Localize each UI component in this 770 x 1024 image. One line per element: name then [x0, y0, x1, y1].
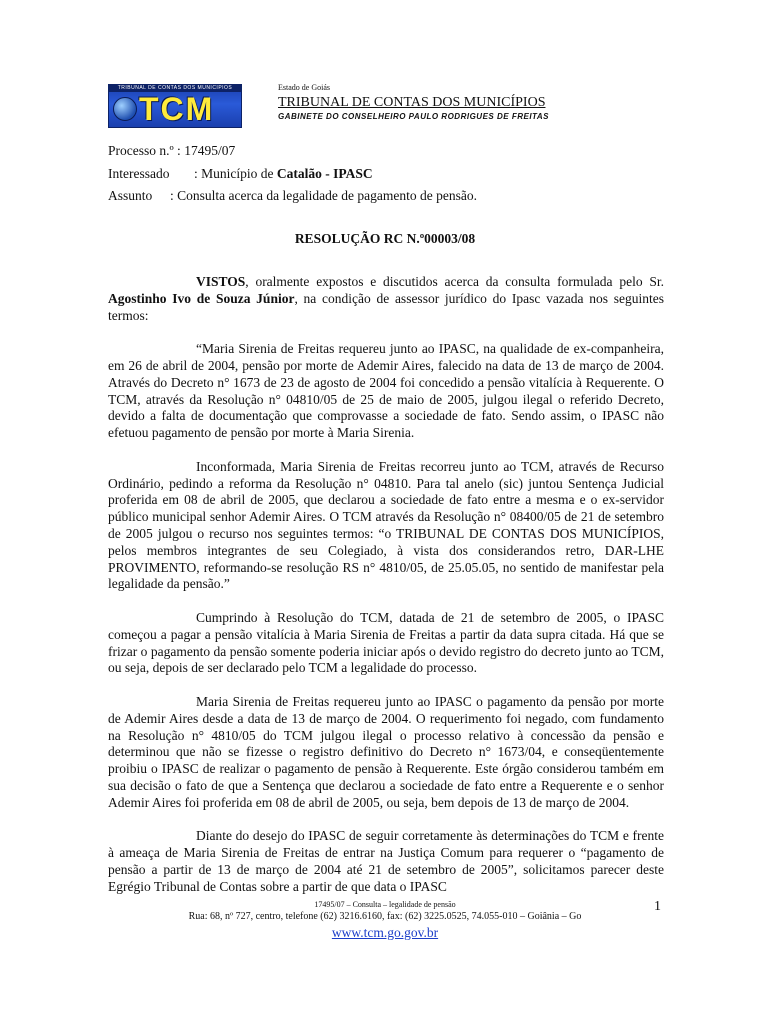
footer-address: Rua: 68, nº 727, centro, telefone (62) 3216.6160, fax: (62) 3225.0525, 74.055-010 – Goiânia – Go [188, 911, 582, 922]
vistos-text-1: , oralmente expostos e discutidos acerca da consulta formulada pelo Sr. [245, 274, 664, 289]
paragraph-3: Inconformada, Maria Sirenia de Freitas recorreu junto ao TCM, através de Recurso Ordinário, pedindo a reforma da Resolução n° 04810. Para tal anelo (sic) juntou Sentença Judicial proferida em 08 de abril de 2005, que declarou a sociedade de fato entre a mesma e o ex-servidor público municipal senhor Ademir Aires. O TCM através da Resolução n° 08400/05 de 21 de setembro de 2005 julgou o recurso nos seguintes termos: “o TRIBUNAL DE CONTAS DOS MUNICÍPIOS, pelos membros integrantes de seu Colegiado, à vista dos considerandos retro, DAR-LHE PROVIMENTO, reformando-se resolução RS n° 4810/05, de 25.05.05, no sentido de manifestar pela legalidade da pensão.” [108, 458, 664, 592]
interessado-line [108, 166, 373, 182]
vistos-word: VISTOS [196, 274, 246, 289]
paragraph-4: Cumprindo à Resolução do TCM, datada de 21 de setembro de 2005, o IPASC começou a pagar a pensão vitalícia à Maria Sirenia de Freitas a partir da data supra citada. Há que se frizar o pagamento da pensão somente poderia iniciar após o devido registro do decreto junto ao TCM, ou seja, depois de ser declarado pelo TCM a legalidade do processo. [108, 609, 664, 676]
tribunal-title: TRIBUNAL DE CONTAS DOS MUNICÍPIOS [278, 95, 546, 110]
resolution-title: RESOLUÇÃO RC N.º00003/08 [294, 231, 476, 246]
footer-reference: 17495/07 – Consulta – legalidade de pensão [314, 900, 456, 909]
interessado-label: Interessado [108, 166, 170, 181]
processo-label: Processo n.º : [108, 143, 181, 158]
interessado-name: Catalão - IPASC [276, 166, 373, 181]
interessado-prefix: : Município de [194, 166, 274, 181]
assunto-line [108, 188, 477, 204]
page-number: 1 [654, 899, 661, 914]
globe-icon [113, 97, 137, 121]
paragraph-5: Maria Sirenia de Freitas requereu junto ao IPASC o pagamento da pensão por morte de Ademir Aires desde a data de 13 de março de 2004. O requerimento foi negado, com fundamento na Resolução n° 4810/05 do TCM julgou ilegal o processo relativo à concessão da pensão e determinou que não se fizesse o registro definitivo do Decreto n° 1673/04, e conseqüentemente proibiu o IPASC de realizar o pagamento de pensão à Requerente. Este órgão considerou também em sua decisão o fato de que a Sentença que declarou a sociedade de fato entre a Requerente e o senhor Ademir Aires foi proferida em 08 de abril de 2005, ou seja, bem depois de 13 de março de 2004. [108, 693, 664, 810]
gabinete-label: GABINETE DO CONSELHEIRO PAULO RODRIGUES DE FREITAS [278, 112, 549, 121]
document-body [108, 274, 664, 895]
paragraph-vistos [108, 274, 664, 324]
logo-letters: TCM [139, 91, 215, 127]
assunto-value: : Consulta acerca da legalidade de pagamento de pensão. [170, 188, 477, 203]
website-link[interactable]: www.tcm.go.gov.br [331, 925, 439, 940]
processo-value: 17495/07 [184, 143, 236, 158]
assunto-label: Assunto [108, 188, 153, 203]
processo-line [108, 143, 235, 159]
consultant-name: Agostinho Ivo de Souza Júnior [108, 290, 295, 306]
paragraph-2: “Maria Sirenia de Freitas requereu junto ao IPASC, na qualidade de ex-companheira, em 26 de abril de 2004, pensão por morte de Ademir Aires, falecido na data de 13 de março de 2004. Através do Decreto n° 1673 de 23 de agosto de 2004 foi concedido a pensão vitalícia à Requerente. O TCM, através da Resolução n° 04810/05 de 25 de maio de 2005, julgou ilegal o referido Decreto, devido a falta de documentação que comprovasse a sociedade de fato. Sendo assim, o IPASC não efetuou pagamento de pensão por morte à Maria Sirenia. [108, 341, 664, 441]
vistos-text-2: , na condição de assessor jurídico do Ipasc vazada nos seguintes termos: [108, 290, 664, 323]
logo-strip: TRIBUNAL DE CONTAS DOS MUNICÍPIOS [109, 85, 241, 92]
paragraph-6: Diante do desejo do IPASC de seguir corretamente às determinações do TCM e frente à ameaça de Maria Sirenia de Freitas de entrar na Justiça Comum para requerer o “pagamento de pensão a partir de 13 de março de 2004 até 21 de setembro de 2005”, solicitamos parecer deste Egrégio Tribunal de Contas sobre a partir de que data o IPASC [108, 828, 664, 894]
tcm-logo [108, 84, 242, 128]
state-label: Estado de Goiás [278, 83, 330, 92]
